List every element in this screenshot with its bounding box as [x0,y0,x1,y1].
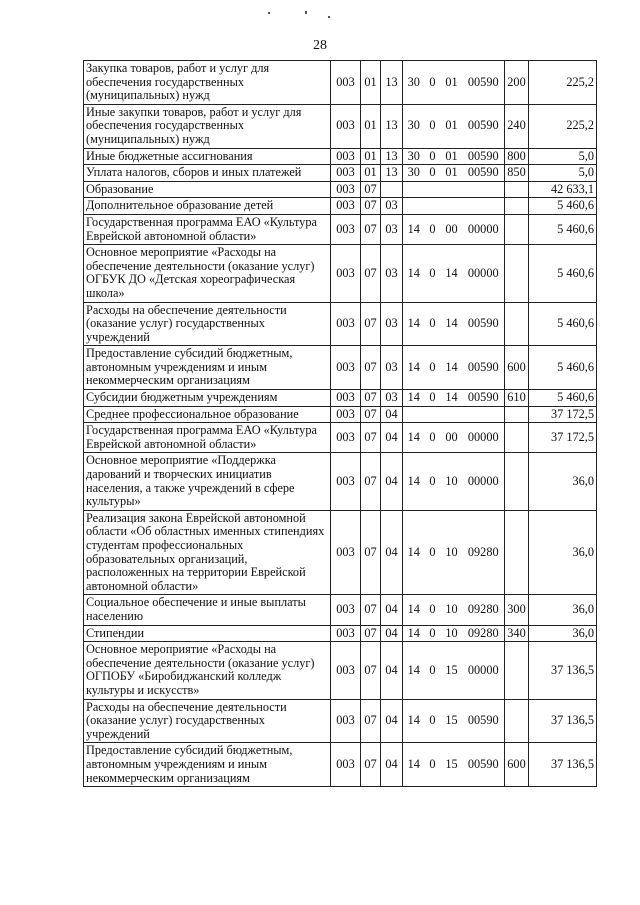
row-ved-code: 003 [331,181,361,198]
row-target-activity: 14 [441,346,463,390]
row-target-program: 14 [403,245,425,302]
table-row [84,642,597,699]
table-row [84,510,597,595]
row-target-program: 30 [403,148,425,165]
row-target-program: 30 [403,104,425,148]
row-subsection-code: 04 [381,699,403,743]
row-section-code: 07 [361,595,381,625]
row-expense-type [505,302,529,346]
row-amount: 5 460,6 [529,198,597,215]
row-target-subprogram: 0 [425,453,441,510]
row-section-code: 07 [361,302,381,346]
row-ved-code: 003 [331,510,361,595]
table-row [84,625,597,642]
row-amount: 42 633,1 [529,181,597,198]
row-subsection-code: 04 [381,743,403,787]
row-amount: 5 460,6 [529,390,597,407]
row-target-program: 14 [403,390,425,407]
row-ved-code: 003 [331,245,361,302]
row-expense-type [505,453,529,510]
row-target-program: 30 [403,61,425,105]
row-amount: 36,0 [529,453,597,510]
row-expense-type [505,423,529,453]
row-target-activity: 15 [441,699,463,743]
row-amount: 37 136,5 [529,743,597,787]
row-target-activity: 01 [441,148,463,165]
row-target-program: 14 [403,423,425,453]
table-row [84,198,597,215]
row-section-code: 07 [361,510,381,595]
row-name: Закупка товаров, работ и услуг для обеспечения государственных (муниципальных) нужд [84,61,331,105]
row-target-program: 14 [403,453,425,510]
table-row [84,699,597,743]
row-target-subprogram: 0 [425,699,441,743]
row-amount: 37 172,5 [529,423,597,453]
row-target-activity: 15 [441,743,463,787]
table-row [84,61,597,105]
row-section-code: 01 [361,61,381,105]
table-row [84,390,597,407]
row-target-subprogram: 0 [425,390,441,407]
row-target-subprogram: 0 [425,61,441,105]
row-target-activity [441,181,463,198]
row-expense-type: 300 [505,595,529,625]
row-name: Основное мероприятие «Расходы на обеспечение деятельности (оказание услуг) ОГПОБУ «Биробиджанский колледж культуры и искусств» [84,642,331,699]
row-target-subprogram: 0 [425,245,441,302]
row-section-code: 07 [361,699,381,743]
row-ved-code: 003 [331,165,361,182]
row-target-direction: 00000 [463,423,505,453]
row-target-subprogram: 0 [425,214,441,244]
row-subsection-code: 03 [381,302,403,346]
row-target-activity [441,198,463,215]
row-name: Предоставление субсидий бюджетным, автономным учреждениям и иным некоммерческим организациям [84,346,331,390]
table-row [84,165,597,182]
row-amount: 36,0 [529,595,597,625]
row-target-subprogram: 0 [425,595,441,625]
table-row [84,743,597,787]
row-target-subprogram: 0 [425,743,441,787]
row-name: Дополнительное образование детей [84,198,331,215]
row-target-activity: 00 [441,214,463,244]
row-section-code: 07 [361,198,381,215]
table-row [84,181,597,198]
row-expense-type [505,510,529,595]
row-expense-type [505,245,529,302]
row-ved-code: 003 [331,406,361,423]
row-target-subprogram: 0 [425,302,441,346]
row-target-subprogram [425,406,441,423]
row-name: Основное мероприятие «Поддержка дарований и творческих инициатив населения, а также учреждений в сфере культуры» [84,453,331,510]
row-expense-type: 800 [505,148,529,165]
row-amount: 5,0 [529,148,597,165]
row-target-direction: 00590 [463,302,505,346]
row-expense-type: 610 [505,390,529,407]
row-ved-code: 003 [331,390,361,407]
row-amount: 5 460,6 [529,346,597,390]
row-target-activity: 14 [441,245,463,302]
row-ved-code: 003 [331,743,361,787]
row-section-code: 01 [361,104,381,148]
row-name: Стипендии [84,625,331,642]
row-name: Расходы на обеспечение деятельности (оказание услуг) государственных учреждений [84,302,331,346]
row-target-direction [463,406,505,423]
row-target-direction: 00590 [463,743,505,787]
row-target-activity: 10 [441,510,463,595]
row-target-direction [463,198,505,215]
row-name: Среднее профессиональное образование [84,406,331,423]
row-subsection-code: 04 [381,642,403,699]
row-target-activity: 00 [441,423,463,453]
table-row [84,245,597,302]
page-number: 28 [313,38,327,53]
row-expense-type: 340 [505,625,529,642]
row-target-program [403,181,425,198]
row-section-code: 07 [361,214,381,244]
row-amount: 5 460,6 [529,214,597,244]
row-name: Иные закупки товаров, работ и услуг для обеспечения государственных (муниципальных) нужд [84,104,331,148]
row-target-direction: 00590 [463,165,505,182]
row-section-code: 07 [361,423,381,453]
table-row [84,214,597,244]
row-amount: 5 460,6 [529,245,597,302]
row-target-program: 14 [403,302,425,346]
row-subsection-code: 13 [381,104,403,148]
row-section-code: 07 [361,406,381,423]
row-target-activity [441,406,463,423]
row-subsection-code: 04 [381,453,403,510]
row-target-program: 14 [403,642,425,699]
row-target-direction: 00590 [463,699,505,743]
row-target-direction: 00590 [463,346,505,390]
row-subsection-code: 04 [381,406,403,423]
row-ved-code: 003 [331,148,361,165]
row-target-direction: 09280 [463,595,505,625]
row-subsection-code: 13 [381,165,403,182]
row-amount: 37 136,5 [529,642,597,699]
row-target-direction: 00000 [463,453,505,510]
row-subsection-code: 04 [381,625,403,642]
row-target-direction: 00000 [463,245,505,302]
row-expense-type [505,214,529,244]
row-name: Иные бюджетные ассигнования [84,148,331,165]
row-subsection-code: 13 [381,61,403,105]
row-section-code: 01 [361,148,381,165]
row-ved-code: 003 [331,214,361,244]
row-target-program: 14 [403,699,425,743]
row-target-subprogram: 0 [425,346,441,390]
row-amount: 36,0 [529,510,597,595]
row-target-subprogram: 0 [425,625,441,642]
row-target-activity: 10 [441,453,463,510]
row-expense-type [505,406,529,423]
row-target-program: 14 [403,743,425,787]
row-name: Уплата налогов, сборов и иных платежей [84,165,331,182]
budget-table [83,60,597,787]
row-expense-type: 240 [505,104,529,148]
row-target-subprogram: 0 [425,165,441,182]
row-expense-type [505,699,529,743]
row-target-direction: 00000 [463,642,505,699]
row-subsection-code: 03 [381,346,403,390]
row-ved-code: 003 [331,302,361,346]
row-target-program: 14 [403,214,425,244]
row-amount: 37 136,5 [529,699,597,743]
table-row [84,346,597,390]
row-ved-code: 003 [331,625,361,642]
row-expense-type: 200 [505,61,529,105]
row-target-program [403,406,425,423]
row-target-subprogram: 0 [425,510,441,595]
row-amount: 225,2 [529,61,597,105]
row-subsection-code: 04 [381,423,403,453]
row-target-activity: 01 [441,165,463,182]
row-subsection-code: 03 [381,198,403,215]
row-section-code: 07 [361,245,381,302]
row-subsection-code: 03 [381,214,403,244]
row-target-direction: 09280 [463,510,505,595]
row-target-activity: 15 [441,642,463,699]
row-expense-type [505,198,529,215]
row-name: Реализация закона Еврейской автономной области «Об областных именных стипендиях студентам профессиональных образовательных организаций, расположенных на территории Еврейской автономной области» [84,510,331,595]
row-subsection-code: 03 [381,245,403,302]
table-row [84,302,597,346]
row-target-program: 30 [403,165,425,182]
row-name: Государственная программа ЕАО «Культура Еврейской автономной области» [84,423,331,453]
table-row [84,148,597,165]
row-amount: 5 460,6 [529,302,597,346]
row-section-code: 07 [361,743,381,787]
row-section-code: 07 [361,346,381,390]
row-ved-code: 003 [331,595,361,625]
row-subsection-code: 04 [381,510,403,595]
row-target-activity: 10 [441,595,463,625]
row-target-activity: 01 [441,61,463,105]
row-amount: 5,0 [529,165,597,182]
row-target-subprogram: 0 [425,642,441,699]
row-target-program: 14 [403,510,425,595]
row-ved-code: 003 [331,346,361,390]
row-section-code: 07 [361,625,381,642]
row-ved-code: 003 [331,699,361,743]
row-name: Социальное обеспечение и иные выплаты населению [84,595,331,625]
row-amount: 37 172,5 [529,406,597,423]
row-ved-code: 003 [331,423,361,453]
row-target-activity: 01 [441,104,463,148]
row-target-subprogram [425,181,441,198]
row-expense-type: 600 [505,346,529,390]
row-ved-code: 003 [331,453,361,510]
row-section-code: 07 [361,642,381,699]
table-body [84,61,597,787]
row-target-direction: 00590 [463,104,505,148]
row-subsection-code: 13 [381,148,403,165]
row-target-program [403,198,425,215]
row-section-code: 07 [361,181,381,198]
row-target-subprogram: 0 [425,148,441,165]
row-expense-type: 850 [505,165,529,182]
scan-speck [268,12,270,14]
row-name: Субсидии бюджетным учреждениям [84,390,331,407]
row-target-activity: 14 [441,390,463,407]
row-expense-type [505,181,529,198]
row-name: Государственная программа ЕАО «Культура Еврейской автономной области» [84,214,331,244]
table-row [84,453,597,510]
row-target-program: 14 [403,625,425,642]
table-row [84,406,597,423]
row-target-activity: 10 [441,625,463,642]
row-target-direction [463,181,505,198]
table-row [84,104,597,148]
row-ved-code: 003 [331,61,361,105]
row-target-program: 14 [403,346,425,390]
row-expense-type [505,642,529,699]
row-section-code: 07 [361,453,381,510]
row-subsection-code: 03 [381,390,403,407]
table-row [84,595,597,625]
row-section-code: 07 [361,390,381,407]
row-target-program: 14 [403,595,425,625]
row-name: Образование [84,181,331,198]
row-target-direction: 00590 [463,61,505,105]
row-target-direction: 00590 [463,148,505,165]
row-amount: 225,2 [529,104,597,148]
scan-speck [305,11,307,14]
row-target-subprogram [425,198,441,215]
row-target-subprogram: 0 [425,104,441,148]
row-subsection-code: 04 [381,595,403,625]
row-section-code: 01 [361,165,381,182]
row-amount: 36,0 [529,625,597,642]
row-name: Предоставление субсидий бюджетным, автономным учреждениям и иным некоммерческим организациям [84,743,331,787]
scan-speck [328,16,330,18]
row-subsection-code [381,181,403,198]
row-target-activity: 14 [441,302,463,346]
row-target-direction: 00000 [463,214,505,244]
row-ved-code: 003 [331,104,361,148]
row-name: Расходы на обеспечение деятельности (оказание услуг) государственных учреждений [84,699,331,743]
table-row [84,423,597,453]
row-expense-type: 600 [505,743,529,787]
row-target-direction: 00590 [463,390,505,407]
row-ved-code: 003 [331,642,361,699]
row-target-direction: 09280 [463,625,505,642]
row-ved-code: 003 [331,198,361,215]
row-target-subprogram: 0 [425,423,441,453]
row-name: Основное мероприятие «Расходы на обеспечение деятельности (оказание услуг) ОГБУК ДО «Детская хореографическая школа» [84,245,331,302]
